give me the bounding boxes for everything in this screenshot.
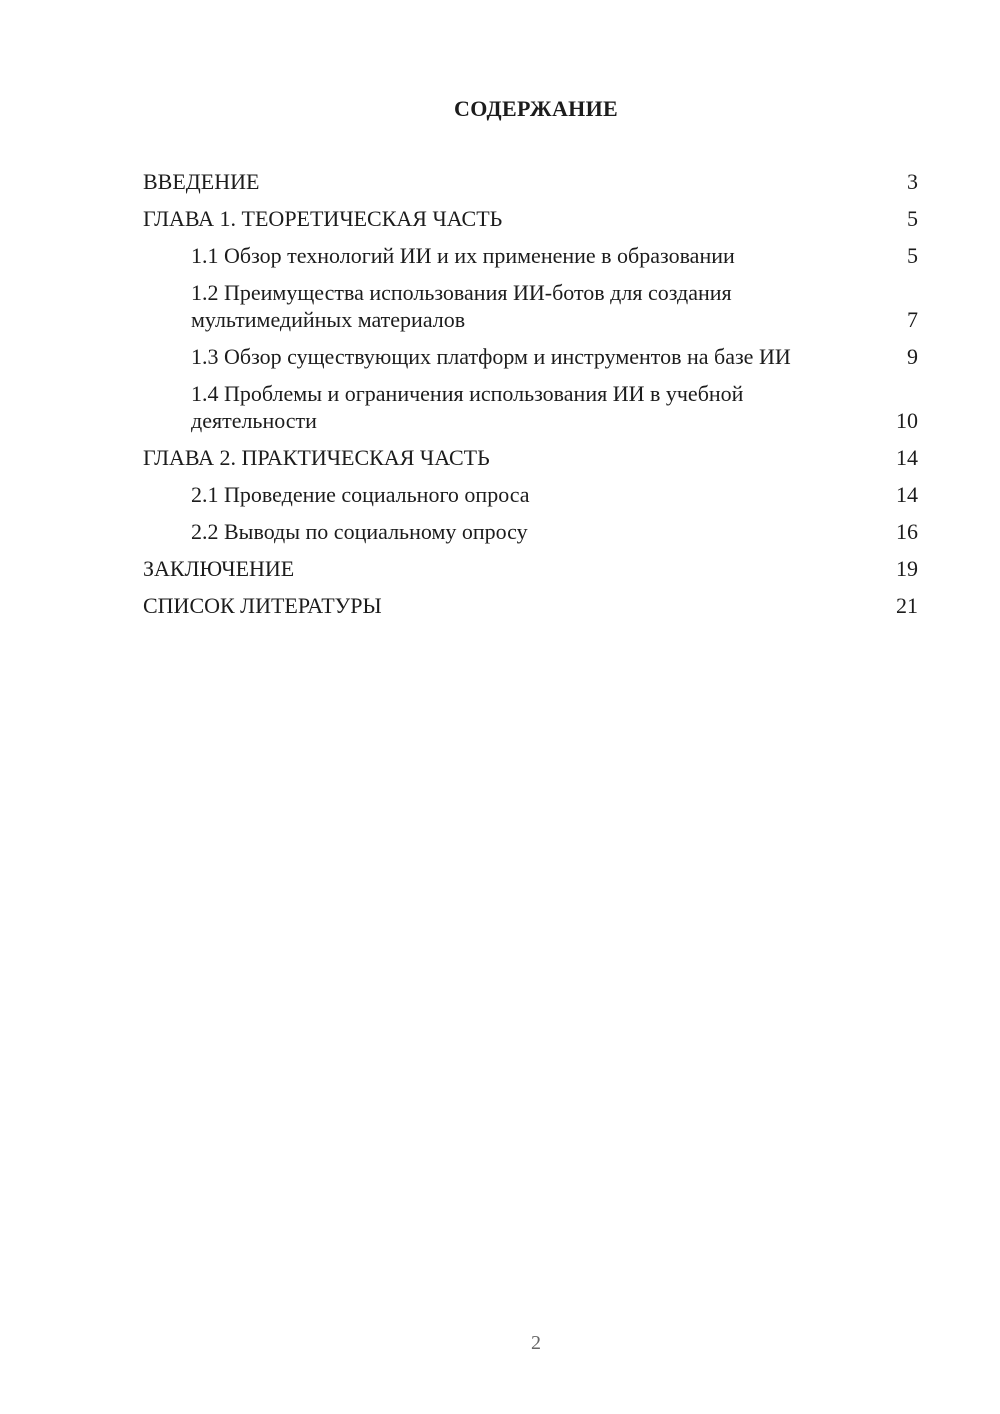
toc-entry-page: 10 [896, 408, 918, 433]
toc-entry-page: 9 [907, 344, 918, 369]
toc-entry-page: 14 [896, 482, 918, 507]
toc-entry-page: 5 [907, 243, 918, 268]
toc-entry-page: 21 [896, 593, 918, 618]
toc-entry-label: 2.2 Выводы по социальному опросу [191, 519, 528, 544]
toc-entry-section-2-1[interactable] [143, 481, 918, 508]
page-number: 2 [531, 1332, 541, 1354]
toc-entry-label: ВВЕДЕНИЕ [143, 169, 260, 194]
toc-title: СОДЕРЖАНИЕ [454, 96, 618, 121]
toc-entry-section-1-2[interactable] [143, 279, 918, 333]
toc-entry-page: 19 [896, 556, 918, 581]
toc-entry-label: 1.2 Преимущества использования ИИ-ботов для создания мультимедийных материалов [191, 280, 732, 332]
toc-entry-label: 2.1 Проведение социального опроса [191, 482, 530, 507]
toc-entry-page: 16 [896, 519, 918, 544]
toc-entry-references[interactable] [143, 592, 918, 619]
toc-entry-label: 1.1 Обзор технологий ИИ и их применение в образовании [191, 243, 735, 268]
toc-entry-chapter-1[interactable] [143, 205, 918, 232]
toc-entry-page: 5 [907, 206, 918, 231]
toc-entry-label: СПИСОК ЛИТЕРАТУРЫ [143, 593, 382, 618]
toc-entry-section-1-4[interactable] [143, 380, 918, 434]
toc-entry-conclusion[interactable] [143, 555, 918, 582]
toc-entry-section-2-2[interactable] [143, 518, 918, 545]
table-of-contents [143, 168, 918, 629]
toc-entry-section-1-3[interactable] [143, 343, 918, 370]
toc-entry-page: 3 [907, 169, 918, 194]
toc-entry-label: ЗАКЛЮЧЕНИЕ [143, 556, 295, 581]
toc-entry-introduction[interactable] [143, 168, 918, 195]
toc-entry-page: 7 [907, 307, 918, 332]
toc-entry-page: 14 [896, 445, 918, 470]
toc-entry-label: ГЛАВА 1. ТЕОРЕТИЧЕСКАЯ ЧАСТЬ [143, 206, 503, 231]
toc-entry-label: 1.4 Проблемы и ограничения использования ИИ в учебной деятельности [191, 381, 744, 433]
toc-entry-chapter-2[interactable] [143, 444, 918, 471]
toc-entry-label: 1.3 Обзор существующих платформ и инструментов на базе ИИ [191, 344, 791, 369]
toc-entry-section-1-1[interactable] [143, 242, 918, 269]
toc-entry-label: ГЛАВА 2. ПРАКТИЧЕСКАЯ ЧАСТЬ [143, 445, 490, 470]
